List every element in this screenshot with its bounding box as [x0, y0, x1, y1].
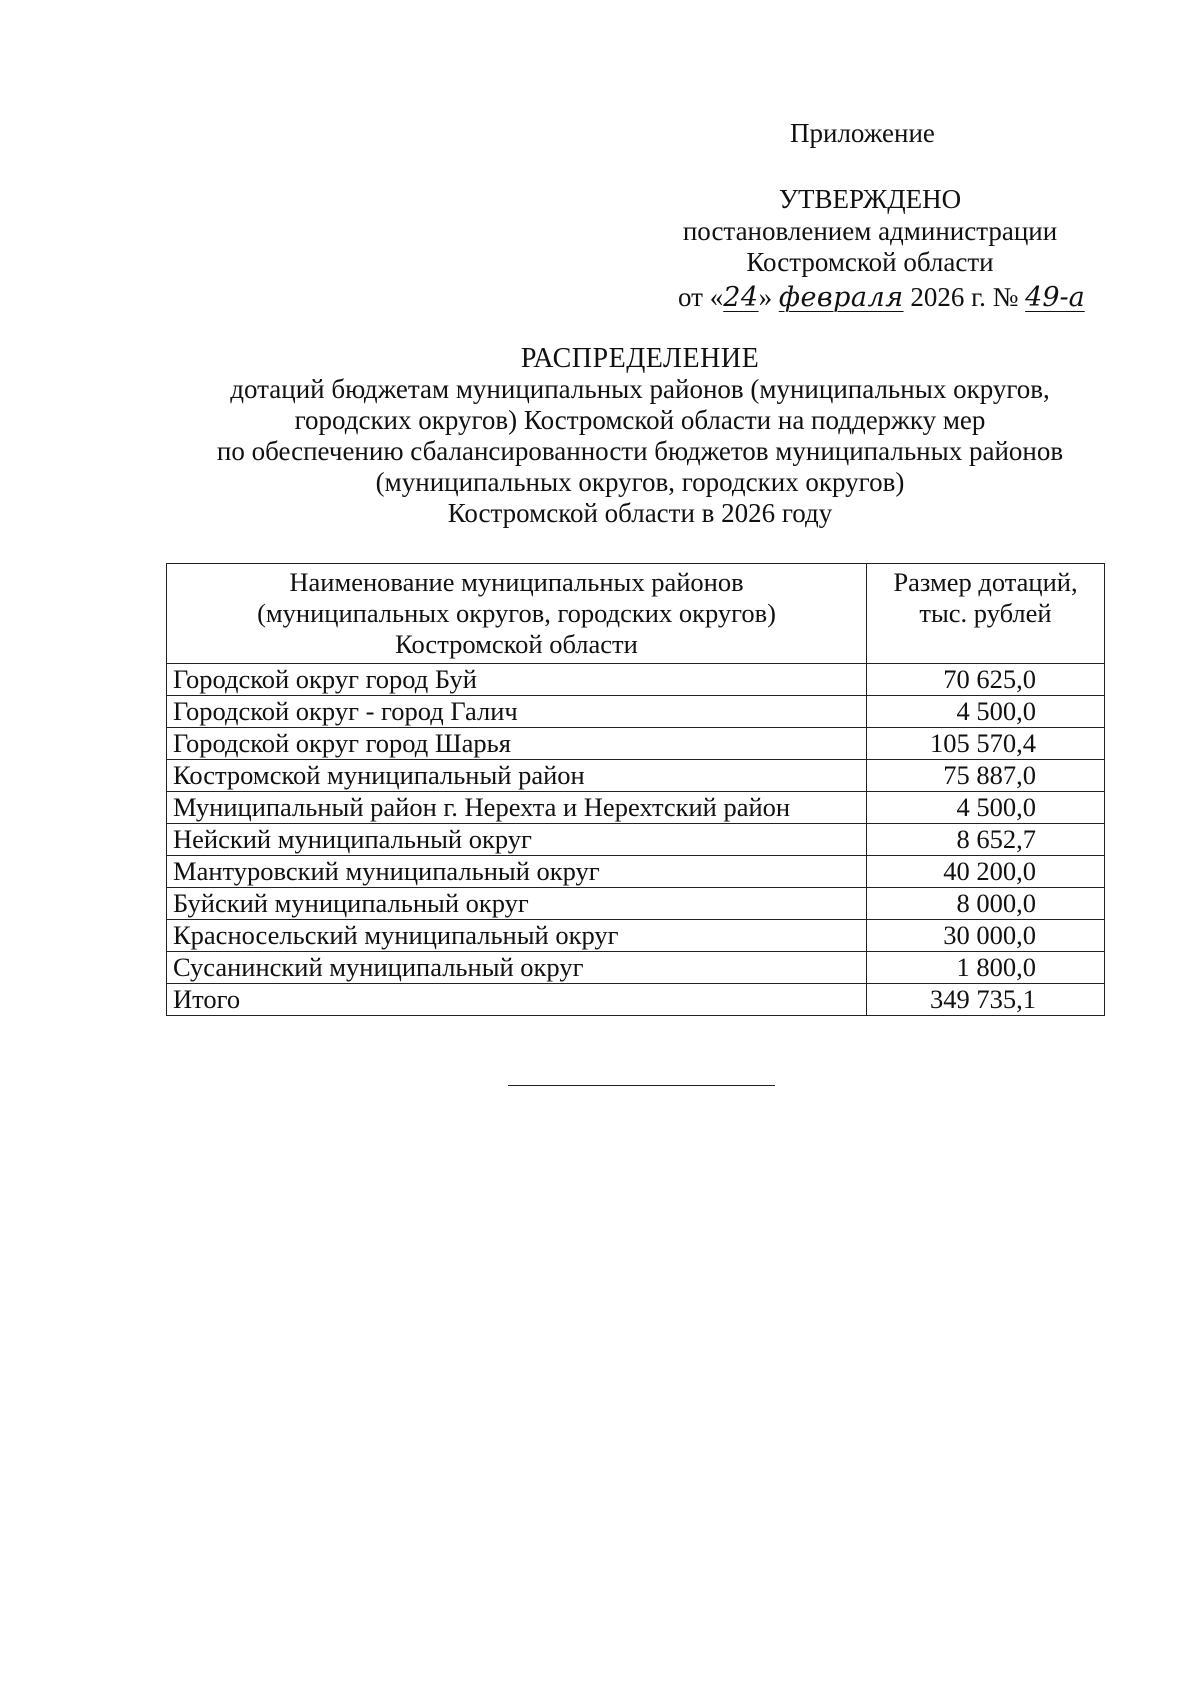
header-text: (муниципальных округов, городских округов): [257, 598, 776, 628]
title-line: дотаций бюджетам муниципальных районов (муниципальных округов,: [230, 374, 1050, 404]
table-row: [167, 728, 1105, 760]
table-total-row: [167, 984, 1105, 1016]
row-municipality: Красносельский муниципальный округ: [167, 920, 867, 952]
approved-by: [640, 216, 1100, 278]
table-row: [167, 664, 1105, 696]
row-amount: 8 652,7: [867, 824, 1105, 856]
approved-by-line: постановлением администрации: [682, 216, 1058, 246]
subsidies-table: [166, 563, 1105, 1016]
row-amount: 4 500,0: [867, 792, 1105, 824]
row-amount: 75 887,0: [867, 760, 1105, 792]
table-row: [167, 824, 1105, 856]
column-header-name: [167, 564, 867, 664]
handwritten-doc-number: 49-а: [1025, 282, 1085, 313]
table-row: [167, 760, 1105, 792]
header-text: Наименование муниципальных районов: [289, 567, 744, 597]
title-line: городских округов) Костромской области на поддержку мер: [294, 405, 986, 435]
table-row: [167, 696, 1105, 728]
table-row: [167, 856, 1105, 888]
row-municipality: Сусанинский муниципальный округ: [167, 952, 867, 984]
title-line: (муниципальных округов, городских округов): [375, 467, 905, 497]
row-amount: 1 800,0: [867, 952, 1105, 984]
end-of-document-rule: [508, 1085, 775, 1086]
row-municipality: Буйский муниципальный округ: [167, 888, 867, 920]
row-amount: 8 000,0: [867, 888, 1105, 920]
table-row: [167, 920, 1105, 952]
handwritten-day: 24: [723, 282, 759, 313]
row-municipality: Нейский муниципальный округ: [167, 824, 867, 856]
header-text: Костромской области: [395, 629, 638, 659]
row-municipality: Костромской муниципальный район: [167, 760, 867, 792]
column-header-amount: [867, 564, 1105, 664]
date-close-quote: »: [758, 282, 773, 312]
row-amount: 4 500,0: [867, 696, 1105, 728]
resolution-date-line: [678, 282, 1085, 313]
appendix-label: Приложение: [790, 118, 935, 148]
date-prefix: от «: [678, 282, 724, 312]
row-municipality: Городской округ город Буй: [167, 664, 867, 696]
document-title: [150, 343, 1130, 529]
header-text: тыс. рублей: [919, 598, 1052, 628]
row-amount: 105 570,4: [867, 728, 1105, 760]
row-municipality: Городской округ город Шарья: [167, 728, 867, 760]
row-municipality: Городской округ - город Галич: [167, 696, 867, 728]
row-municipality: Мантуровский муниципальный округ: [167, 856, 867, 888]
row-amount: 40 200,0: [867, 856, 1105, 888]
approved-stamp-title: УТВЕРЖДЕНО: [778, 184, 962, 214]
title-line: Костромской области в 2026 году: [447, 498, 833, 528]
header-text: Размер дотаций,: [893, 567, 1078, 597]
table-header-row: [167, 564, 1105, 664]
title-line: по обеспечению сбалансированности бюджетов муниципальных районов: [216, 436, 1064, 466]
total-label: Итого: [167, 984, 867, 1016]
table-row: [167, 792, 1105, 824]
approved-by-line: Костромской области: [746, 247, 994, 277]
handwritten-month: февраля: [778, 282, 904, 313]
date-year: 2026 г. №: [910, 282, 1019, 312]
title-heading: РАСПРЕДЕЛЕНИЕ: [520, 343, 760, 374]
row-amount: 70 625,0: [867, 664, 1105, 696]
total-amount: 349 735,1: [867, 984, 1105, 1016]
row-municipality: Муниципальный район г. Нерехта и Нерехтский район: [167, 792, 867, 824]
row-amount: 30 000,0: [867, 920, 1105, 952]
table-row: [167, 888, 1105, 920]
table-row: [167, 952, 1105, 984]
